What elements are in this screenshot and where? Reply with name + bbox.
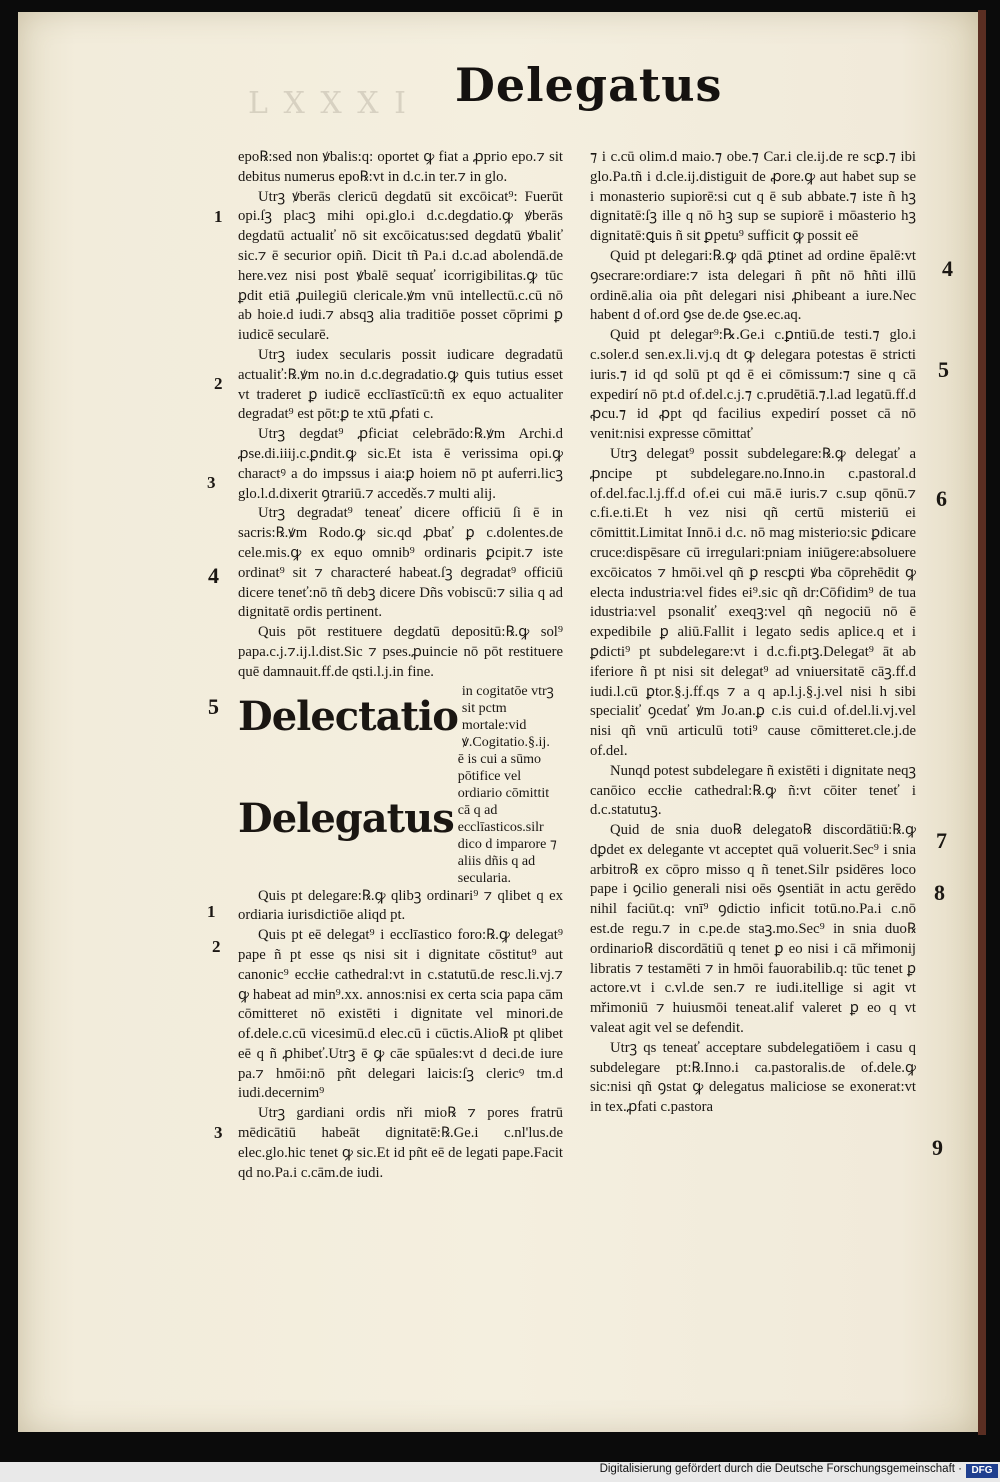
entry-note-delectatio: in cogitatōe vtrꝫ sit pctm mortale:vid ꝟ.Cogitatio.§.ij. <box>461 683 554 750</box>
right-paragraph: Quid pt delegari:℞.ꝙ qdā ꝑtinet ad ordine ēpalē:vt ꝯsecrare:ordiare:⁊ ista delegari ñ pñt nō ħñti illū ordinē.alia oia pñt delegari nisi ꝓhibeant a iure.Nec habent d of.ord ꝯse de.de ꝯse.ec.aq. <box>590 247 916 324</box>
page-edge <box>978 10 986 1435</box>
margin-number: 1 <box>214 207 223 226</box>
margin-number: 4 <box>208 563 219 588</box>
entry-delectatio <box>238 683 563 751</box>
margin-number: 2 <box>212 937 221 956</box>
left-paragraph: Utrꝫ degdat⁹ ꝓficiat celebrādo:℞.ꝟm Archi.d ꝓse.di.iiij.c.ꝑndit.ꝙ sic.Et ista ē verissima opi.ꝙ charactꝰ a do impssus i aia:ꝑ hoiem nō pt auferri.licꝫ glo.l.d.dixerit ꝯtrariū.⁊ acceděs.⁊ multi alij. <box>238 426 563 502</box>
left-paragraph: Quis pt delegare:℞.ꝙ qlibꝫ ordinari⁹ ⁊ qlibet q ex ordiaria iurisdictiōe aliqd pt. <box>238 887 563 924</box>
entry-title-delectatio: Delectatio <box>238 692 458 740</box>
left-paragraph: Quis pōt restituere degdatū depositū:℞.ꝙ sol⁹ papa.c.j.⁊.ij.l.dist.Sic ⁊ pses.ꝓuincie nō pōt restituere quē damnauit.ff.de qsti.l.j.in fine. <box>238 624 563 680</box>
left-continuation: epo℞:sed non ꝟbalis:q: oportet ꝙ fiat a ꝓprio epo.⁊ sit debitus numerus epo℞:vt in d.c.in ter.⁊ in glo. <box>238 149 563 185</box>
right-paragraph: Nunqd potest subdelegare ñ existēti i dignitate neqꝫ canōico eccłie cathedral:℞.ꝙ ñ:vt cōiter teneť i d.c.statutuꝫ. <box>590 762 916 819</box>
margin-number: 7 <box>936 828 947 853</box>
left-paragraph: Utrꝫ degradat⁹ teneať dicere officiū ſi ē in sacris:℞.ꝟm Rodo.ꝙ sic.qd ꝓbať ꝑ c.dolentes.de cele.mis.ꝙ ex equo omnib⁹ ordinaris ꝑcipit.⁊ iste ordinat⁹ sit ⁊ characteré habeat.ſꝫ degradat⁹ officiū dicere teneť:nō tñ debꝫ dicere Dñs vobiscū:⁊ silia q ad dignitatē ordis pertinent. <box>238 505 563 621</box>
right-paragraph: Quid de snia duo℞ delegato℞ discordātiū:℞.ꝙ dꝑdet ex delegante vt acceptet quā voluerit.Sec⁹ i snia arbitro℞ ex cōpro misso q ñ tenet.Silr psidēres loco pape i ꝯcilio generali nisi oēs ꝯsentiāt in actu gerēdo nihil faciūt.q: vnī⁹ ꝯdictio inficit totū.no.Pa.i c.nō est.de regu.⁊ in c.pe.de staꝫ.mo.Sec⁹ in snia duo℞ ordinario℞ discordātiū q tenet ꝑ eo nisi i cā mřimonij libratis ⁊ testamēti ⁊ in hmōi fauorabilib.q: tūc tenet ꝑ actore.vt i c.vl.de sen.⁊ re iudi.itellige si agit vt mřimoniū ⁊ huiusmōi teneat.alif valeret ꝑ eo q vt valeat agit vel se defendit. <box>590 822 916 1037</box>
right-paragraph: Quid pt delegar⁹:℞.Ge.i c.ꝑntiū.de testi.⁊ glo.i c.soler.d sen.ex.li.vj.q dt ꝙ delegara potestas ē stricti iuris.⁊ id qd solū pt qd ē ei cōmissum:⁊ sine q cā expedirí nō pt.d of.del.c.j.⁊ c.prudētiā.⁊.l.ad legatū.ff.d ꝓcu.⁊ id ꝓpt qd facilius expedirí posset cā nō venit:nisi expresse cōmittať <box>590 327 916 443</box>
margin-number: 3 <box>207 473 216 492</box>
right-continuation: ⁊ i c.cū olim.d maio.⁊ obe.⁊ Car.i cle.ij.de re scꝑ.⁊ ibi glo.Pa.tñ i d.cle.ij.distiguit de ꝓore.ꝙ aut habet sup se i monasterio supiorē:si cut q ē sub abbate.⁊ iste ñ hꝫ dignitatē:ſꝫ ille q nō hꝫ sup se supiorē i mōasterio hꝫ dignitatē:ꝗuis ñ sit ꝑpetu⁹ sufficit ꝙ possit eē <box>590 149 916 245</box>
entry-title-delegatus: Delegatus <box>238 794 454 842</box>
left-paragraph: Utrꝫ ꝟberās clericū degdatū sit excōicat⁹: Fuerūt opi.ſꝫ placꝫ mihi opi.glo.i d.c.degdatio.ꝙ ꝟberās degdatū actualiť nō sit excōicatus:sed degdatū ꝟbaliť sic.⁊ ē securior opiñ. Dicit tñ Pa.i d.c.ad abolendā.de here.vez nisi post ꝟbalē sequať icorrigibilitas.ꝙ tūc ꝑdit etiā ꝓuilegiū clericale.ꝟm vnū intellectū.c.cū nō ab hoie.d iudi.⁊ absqꝫ alia traditiōe posset cōprimi ꝑ iudicē secularē. <box>238 188 563 344</box>
dfg-logo: DFG <box>966 1464 998 1478</box>
left-column <box>238 148 563 1183</box>
funding-credit: Digitalisierung gefördert durch die Deutsche Forschungsgemeinschaft · <box>599 1463 962 1475</box>
margin-number: 4 <box>942 256 953 281</box>
margin-number: 3 <box>214 1123 223 1142</box>
left-paragraph: Utrꝫ iudex secularis possit iudicare degradatū actualiť:℞.ꝟm no.in d.c.degradatio.ꝙ ꝗuis tutius esset vt traderet ꝑ iudicē ecclīastīcū:tñ ex equo actualiter degradat⁹ est pōt:ꝑ te xtū ꝓfati c. <box>238 346 563 423</box>
entry-delegatus <box>238 751 563 887</box>
running-header: Delegatus <box>455 58 723 112</box>
margin-number: 1 <box>207 902 216 921</box>
margin-number: 5 <box>208 694 219 719</box>
show-through-text: L X X X I <box>248 86 409 121</box>
margin-number: 8 <box>934 880 945 905</box>
entry-note-delegatus: ē is cui a sūmo pōtifice vel ordiario cōmittit cā q ad ecclīasticos.silr dico d imparore ⁊ aliis dñis q ad secularia. <box>457 751 557 886</box>
left-paragraph: Utrꝫ gardiani ordis nři mio℞ ⁊ pores fratrū mēdicātiū habeāt dignitatē:℞.Ge.i c.nl'lus.de elec.glo.hic tenet ꝙ sic.Et id pñt eē de legati pape.Facit qd no.Pa.i c.cām.de iudi. <box>238 1105 563 1181</box>
margin-number: 2 <box>214 374 223 393</box>
margin-number: 6 <box>936 486 947 511</box>
right-paragraph: Utrꝫ delegat⁹ possit subdelegare:℞.ꝙ delegať a ꝓncipe pt subdelegare.no.Inno.in c.pastoral.d of.del.fac.l.j.ff.d of.ei cui mā.ē iuris.⁊ c.sup qōnū.⁊ c.fi.e.ti.Et h vez nisi qñ certū misteriū ei cōmittit.Limitat Innō.i d.c. nō mag misterio:sic ꝑdicare cruce:dispēsare cū irregulari:pniam iniūgere:absoluere excōicatos ⁊ hmōi.vel qñ ꝑ rescꝑti ꝟba cōprehēdit ꝙ electa industria:vel fides ei⁹.sic qñ dr:Cōfidim⁹ de tua idustria:vel psonaliť exeqꝫ:vel qñ negociū nō ē expedibile ꝑ aliū.Fallit i legato sedis aplice.q et i ꝑdicti⁹ pt subdelegare:vt i d.c.fi.ptꝫ.Delegat⁹ āt ab iferiore ñ pt nisi sit delegat⁹ ad vniuersitatē cāꝫ.ff.d iudi.l.cū ꝑtor.§.j.ff.qs ⁊ a q ap.l.j.§.j.vel nisi h sibi specialiť ꝯcedať ꝟm Jo.an.ꝑ c.is cui.d of.del.li.vj.vel nisi qñ vnū articulū toti⁹ cause cōmitteret.cle.j.de of.del. <box>590 445 916 759</box>
margin-number: 5 <box>938 357 949 382</box>
right-column <box>590 148 916 1118</box>
left-paragraph: Quis pt eē delegat⁹ i ecclīastico foro:℞.ꝙ delegat⁹ pape ñ pt esse qs nisi sit i dignitate cōstitut⁹ aut canonic⁹ eccłie cathedral:vt in c.statutū.de resc.li.vj.⁊ ꝙ habeat ad min⁹.xx. annos:nisi ex certa scia papa cām cōmitteret nō existēti i dignitate vel minori.de of.dele.c.cū vicesimū.d elec.cū i cūctis.Alio℞ pt qlibet eē q ñ ꝓhibeť.Utrꝫ ē ꝙ cāe spūales:vt d deci.de iure pa.⁊ hmōi:nō pñt delegari laicis:ſꝫ clericꝰ tm.d iudi.decernim⁹ <box>238 927 563 1102</box>
margin-number: 9 <box>932 1135 943 1160</box>
right-paragraph: Utrꝫ qs teneať acceptare subdelegatiōem i casu q subdelegare pt:℞.Inno.i ca.pastoralis.de of.dele.ꝙ sic:nisi qñ ꝯstat ꝙ delegatus maliciose se exonerat:vt in tex.ꝓfati c.pastora <box>590 1039 916 1116</box>
